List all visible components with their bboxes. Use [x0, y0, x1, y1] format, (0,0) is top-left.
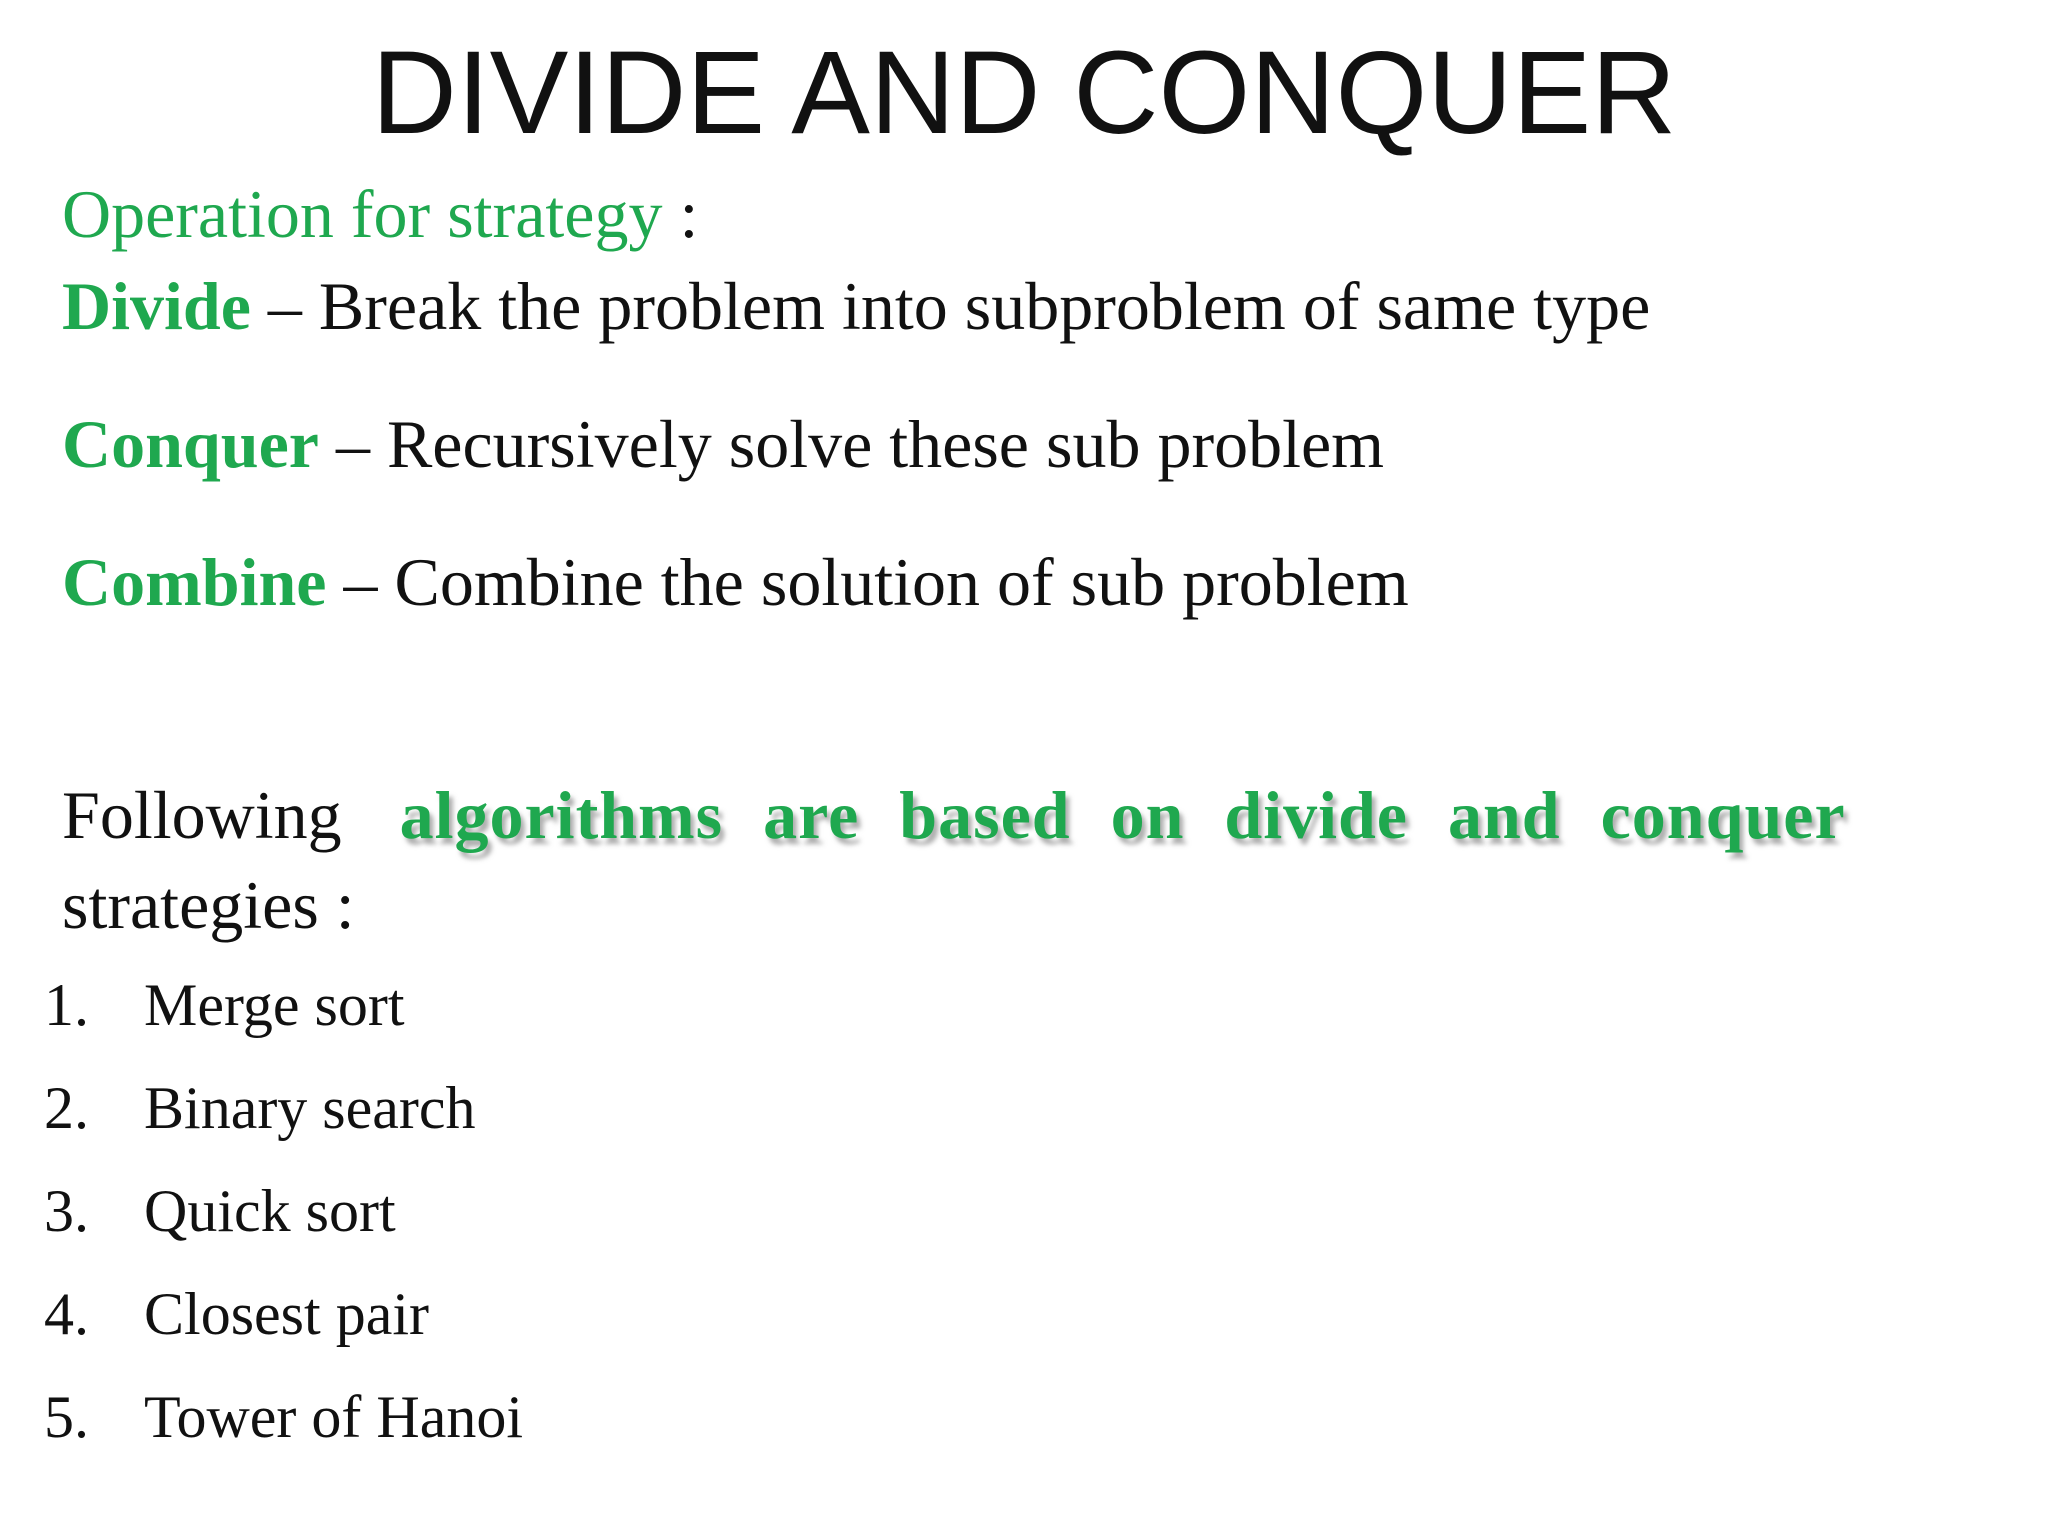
following-highlight: algorithms are based on divide and conquer [399, 777, 1846, 853]
strategy-intro-suffix: : [662, 176, 699, 252]
definition-description: – Break the problem into subproblem of same type [250, 268, 1651, 344]
list-number: 3. [44, 1178, 89, 1244]
list-item [44, 1063, 523, 1166]
definition-term: Divide [62, 268, 251, 344]
list-number: 5. [44, 1384, 89, 1450]
strategy-intro-label: Operation for strategy [62, 176, 663, 252]
list-item [44, 1269, 523, 1372]
list-label: Merge sort [144, 972, 405, 1038]
definition-term: Conquer [62, 406, 319, 482]
list-item [44, 960, 523, 1063]
definition-term: Combine [62, 544, 327, 620]
list-number: 1. [44, 972, 89, 1038]
page-title: DIVIDE AND CONQUER [371, 27, 1677, 159]
list-label: Quick sort [144, 1178, 396, 1244]
list-number: 4. [44, 1281, 89, 1347]
following-suffix: strategies : [62, 867, 355, 943]
following-prefix: Following [62, 777, 342, 853]
definition-conquer [62, 404, 1384, 484]
list-item [44, 1372, 523, 1475]
definition-description: – Combine the solution of sub problem [326, 544, 1409, 620]
algorithm-list [44, 960, 523, 1475]
list-label: Closest pair [144, 1281, 429, 1347]
list-label: Tower of Hanoi [144, 1384, 524, 1450]
list-item [44, 1166, 523, 1269]
list-label: Binary search [144, 1075, 476, 1141]
definition-combine [62, 542, 1409, 622]
definition-divide [62, 266, 1650, 346]
strategy-intro [62, 174, 698, 254]
definition-description: – Recursively solve these sub problem [318, 406, 1385, 482]
list-number: 2. [44, 1075, 89, 1141]
following-statement [62, 770, 1846, 950]
